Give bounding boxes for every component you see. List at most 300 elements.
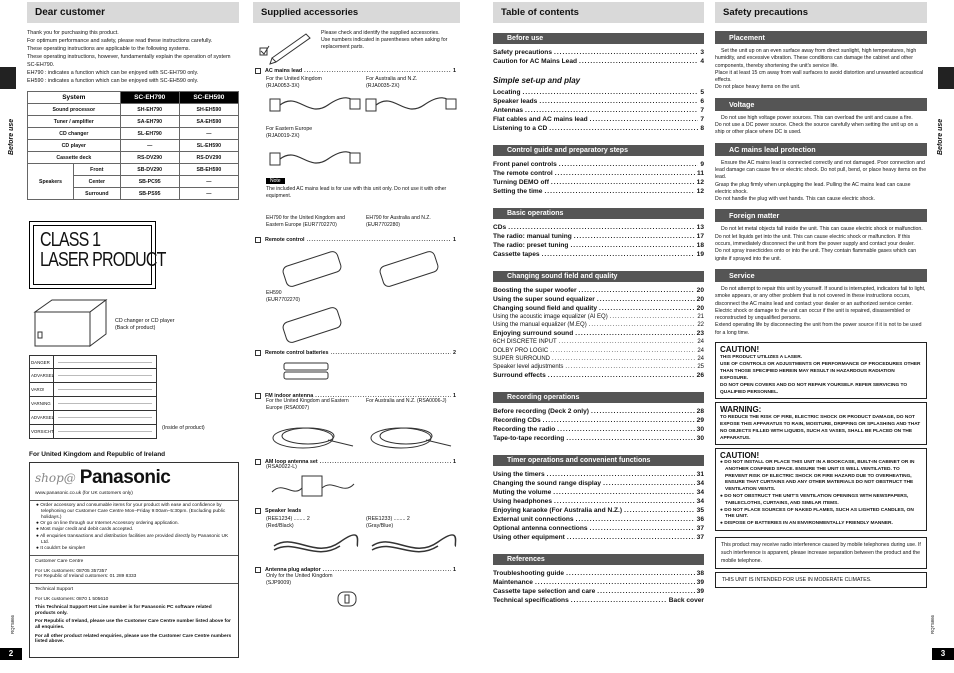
- toc-entry-page: 12: [696, 188, 704, 195]
- toc-entry[interactable]: [493, 363, 704, 371]
- remote-790-uk: EH790 for the United Kingdom and Eastern Europe (EUR7702270): [266, 215, 346, 228]
- toc-entry-title: Listening to a CD: [493, 125, 548, 132]
- toc-entry-page: 13: [696, 224, 704, 231]
- caution-box-1: [715, 342, 927, 399]
- toc-entry[interactable]: [493, 321, 704, 329]
- accessory-item: [255, 236, 456, 245]
- toc-entry-title: Enjoying karaoke (For Australia and N.Z.): [493, 507, 623, 515]
- toc-entry-title: Speaker level adjustments: [493, 364, 564, 371]
- toc-entry-title: Using the timers: [493, 471, 545, 479]
- safety-heading: Safety precautions: [715, 2, 927, 23]
- warning-label-row: [29, 383, 157, 397]
- intro-line: These operating instructions, however, fundamentally explain the operation of system SC-EH790.: [27, 54, 231, 68]
- toc-entry-page: 28: [696, 408, 704, 416]
- toc-entry-title: 6CH DISCRETE INPUT: [493, 339, 557, 346]
- cd-caption: CD changer or CD player (Back of product): [115, 318, 175, 331]
- fm-au: For Australia and N.Z. (RSA0006-J): [366, 398, 447, 404]
- toc-entry[interactable]: [493, 304, 704, 313]
- toc-entry[interactable]: [493, 515, 704, 524]
- toc-italic-title: Simple set-up and play: [493, 76, 581, 85]
- fm-uk: For the United Kingdom and Eastern Europe (RSA0007): [266, 398, 349, 411]
- safety-section-title: Foreign matter: [715, 209, 927, 222]
- table-cell: SL-EH790: [120, 128, 179, 140]
- toc-entry-page: 7: [700, 107, 704, 114]
- toc-entry[interactable]: [493, 295, 704, 304]
- toc-entry-page: 30: [696, 426, 704, 434]
- accessory-qty: 1: [453, 567, 456, 573]
- safety-section-text: Do not attempt to repair this unit by yourself. If sound is interrupted, indicators fail to light, smoke appears, or any other problem that is not covered in these instructions occurs, disconnect the AC mains lead and contact your dealer or an authorized service center. Electric shock or damage to the unit can occur if the unit is repaired, disassembled or reconstructed by unqualified persons. Extend operating life by disconnecting the unit from the power source if it is not to be used for a long time.: [715, 285, 926, 336]
- toc-column: [493, 2, 704, 670]
- toc-entry[interactable]: [493, 569, 704, 578]
- toc-entry-page: 23: [696, 330, 704, 338]
- toc-entry-title: Changing sound field and quality: [493, 305, 598, 312]
- toc-entry[interactable]: [493, 160, 704, 169]
- toc-entry-page: 21: [697, 314, 704, 320]
- toc-entry-title: Changing the sound range display: [493, 480, 602, 488]
- accessories-note: Please check and identify the supplied accessories. Use numbers indicated in parentheses when asking for replacement parts.: [321, 30, 448, 50]
- toc-entry[interactable]: [493, 97, 704, 106]
- dot-leader: [603, 479, 695, 488]
- table-cell: SB-PC95: [120, 176, 179, 188]
- uk-bullets: [30, 502, 238, 554]
- pen-check-icon: [258, 30, 314, 66]
- dot-leader: [544, 187, 694, 196]
- toc-entry-page: 20: [696, 305, 704, 312]
- dot-leader: [553, 488, 694, 497]
- caution2-items: [720, 460, 922, 528]
- toc-entry-title: Using the acoustic image equalizer (AI EQ): [493, 314, 608, 320]
- table-row: [28, 116, 239, 128]
- table-cell: SB-EH590: [179, 164, 238, 176]
- toc-entry-page: 34: [696, 480, 704, 488]
- toc-entry[interactable]: [493, 524, 704, 533]
- dot-leader: [590, 115, 699, 124]
- dot-leader: [599, 304, 695, 313]
- accessory-qty: 1: [453, 68, 456, 74]
- dot-leader: [591, 407, 695, 416]
- uk-bullet: ● Order accessory and consumable items for your product with ease and confidence by telephoning our Customer Care Centre Mon–Friday 9:00am–5:30pm. (Excluding public holidays.): [36, 502, 226, 520]
- table-cell: —: [179, 188, 238, 200]
- class1-laser-label: [29, 221, 166, 289]
- dot-leader: [579, 57, 698, 66]
- warning-text-lines: [58, 414, 152, 421]
- toc-entry-title: Using the manual equalizer (M.EQ): [493, 322, 587, 329]
- warning-text-lines: [58, 428, 152, 435]
- ac-lead-uk: For the United Kingdom (RJA0053-3X): [266, 76, 322, 89]
- dot-leader: [331, 349, 451, 358]
- fm-antenna-icon-1: [268, 422, 358, 452]
- toc-entry-title: Technical specifications: [493, 597, 569, 605]
- dot-leader: [542, 250, 695, 259]
- toc-entry-title: Surround effects: [493, 372, 546, 380]
- toc-entry[interactable]: [493, 587, 704, 596]
- toc-entry[interactable]: [493, 329, 704, 338]
- toc-entry-page: 4: [700, 58, 704, 65]
- accessory-checkbox[interactable]: [255, 237, 261, 243]
- table-header-row: [28, 92, 239, 104]
- toc-entry-page: 30: [696, 435, 704, 443]
- toc-entry-title: Safety precautions: [493, 49, 552, 56]
- caution2-title: CAUTION!: [720, 451, 760, 461]
- remote-590: EH590 (EUR7702270): [266, 290, 300, 303]
- batteries-icon: [282, 360, 342, 382]
- toc-entry[interactable]: [493, 497, 704, 506]
- uk-box: [29, 462, 239, 658]
- cd-changer-drawing: [30, 296, 110, 350]
- toc-entry[interactable]: [493, 57, 704, 66]
- plug-note: Only for the United Kingdom (SJP9009): [266, 573, 333, 586]
- dot-leader: [554, 48, 698, 57]
- toc-entry-page: 25: [697, 364, 704, 371]
- warning-text-lines: [58, 372, 152, 379]
- safety-section-title: Voltage: [715, 98, 927, 111]
- dot-leader: [597, 295, 695, 304]
- accessory-name: Speaker leads: [265, 508, 302, 514]
- accessories-heading: Supplied accessories: [253, 2, 460, 23]
- toc-entry[interactable]: [493, 241, 704, 250]
- safety-section-text: Do not let metal objects fall inside the unit. This can cause electric shock or malfunction. Do not let liquids get into the unit. This can cause electric shock or malfunction. If this occurs, immediately disconnect the unit from the power supply and contact your dealer. Do not spray insecticides onto or into the unit. They contain flammable gases which can ignite if sprayed into the unit.: [715, 226, 923, 262]
- toc-entry-title: Recording CDs: [493, 417, 541, 425]
- table-row: [28, 152, 239, 164]
- accessory-name: AM loop antenna set: [265, 459, 318, 465]
- toc-list: [493, 33, 704, 611]
- dot-leader: [557, 425, 694, 434]
- warning-label-row: [29, 355, 157, 369]
- vertical-label-right: Before use: [937, 118, 944, 155]
- toc-entry-title: The radio: preset tuning: [493, 242, 569, 249]
- accessory-checkbox[interactable]: [255, 393, 261, 399]
- accessory-checkbox[interactable]: [255, 567, 261, 573]
- ac-lead-eu: For Eastern Europe (RJA0019-2X): [266, 126, 313, 139]
- warning-box: [715, 402, 927, 445]
- table-cell: Surround: [74, 188, 121, 200]
- dot-leader: [543, 416, 695, 425]
- toc-entry[interactable]: [493, 338, 704, 346]
- dot-leader: [597, 587, 694, 596]
- table-cell: Sound processor: [28, 104, 121, 116]
- table-header: System: [28, 92, 121, 104]
- caution2-item: ● DO NOT OBSTRUCT THE UNIT'S VENTILATION OPENINGS WITH NEWSPAPERS, TABLECLOTHS, CURTAINS, AND SIMILAR ITEMS.: [720, 494, 909, 506]
- toc-section-title: Recording operations: [493, 392, 704, 403]
- accessory-checkbox[interactable]: [255, 459, 261, 465]
- safety-sections: [715, 31, 927, 337]
- dot-leader: [574, 232, 695, 241]
- accessory-qty: 1: [453, 393, 456, 399]
- plug-adaptor-icon: [336, 590, 360, 608]
- toc-entry[interactable]: [493, 434, 704, 443]
- dot-leader: [535, 578, 695, 587]
- toc-entry[interactable]: [493, 106, 704, 115]
- toc-entry[interactable]: [493, 596, 704, 605]
- safety-section-title: Service: [715, 269, 927, 282]
- warning-label-row: [29, 411, 157, 425]
- vertical-label-left: Before use: [8, 118, 15, 155]
- toc-entry-page: 8: [700, 125, 704, 132]
- toc-entry-title: Using the super sound equalizer: [493, 296, 595, 303]
- toc-heading: Table of contents: [493, 2, 704, 23]
- accessory-checkbox[interactable]: [255, 350, 261, 356]
- intro-line: EH590 : indicates a function which can be enjoyed with SC-EH590 only.: [27, 78, 199, 84]
- accessory-checkbox[interactable]: [255, 508, 261, 514]
- toc-entry[interactable]: [493, 115, 704, 124]
- table-cell: —: [120, 140, 179, 152]
- toc-entry-title: Maintenance: [493, 579, 533, 587]
- table-cell: SB-DV290: [120, 164, 179, 176]
- dot-leader: [570, 241, 694, 250]
- safety-section-title: AC mains lead protection: [715, 143, 927, 156]
- caution1-title: CAUTION!: [720, 345, 760, 355]
- toc-entry-title: Flat cables and AC mains lead: [493, 116, 588, 123]
- table-cell: CD changer: [28, 128, 121, 140]
- table-cell: RS-DV290: [179, 152, 238, 164]
- toc-entry[interactable]: [493, 223, 704, 232]
- accessory-checkbox[interactable]: [255, 68, 261, 74]
- table-cell: SA-EH790: [120, 116, 179, 128]
- dot-leader: [566, 569, 695, 578]
- accessory-name: Remote control: [265, 237, 305, 243]
- toc-entry-title: DOLBY PRO LOGIC: [493, 347, 549, 354]
- warning-label: VARNING: [30, 397, 54, 410]
- toc-entry[interactable]: [493, 407, 704, 416]
- speaker-lead-2: (REE1233) ........ 2 (Gray/Blue): [366, 516, 410, 529]
- speakers-label: Speakers: [28, 164, 74, 200]
- table-cell: Center: [74, 176, 121, 188]
- toc-entry-title: Recording the radio: [493, 426, 556, 434]
- table-cell: Tuner / amplifier: [28, 116, 121, 128]
- table-cell: SH-EH790: [120, 104, 179, 116]
- dot-leader: [579, 286, 695, 295]
- toc-entry[interactable]: [493, 425, 704, 434]
- toc-entry[interactable]: [493, 488, 704, 497]
- toc-entry-page: 5: [700, 89, 704, 96]
- toc-entry[interactable]: [493, 371, 704, 380]
- toc-entry-title: Setting the time: [493, 188, 543, 195]
- dot-leader: [571, 596, 667, 605]
- table-cell: CD player: [28, 140, 121, 152]
- caution2-item: ● DO NOT INSTALL OR PLACE THIS UNIT IN A BOOKCASE, BUILT-IN CABINET OR IN ANOTHER CONFINED SPACE. ENSURE THE UNIT IS WELL VENTILATED. TO PREVENT RISK OF ELECTRIC SHOCK OR FIRE HAZARD DUE TO OVERHEATING, ENSURE THAT CURTAINS AND ANY OTHER MATERIALS DO NOT OBSTRUCT THE VENTILATION VENTS.: [720, 460, 915, 493]
- ts-note2: For Republic of Ireland, please use the Customer Care Centre number listed above for all enquiries.: [35, 619, 231, 630]
- caution2-item: ● DISPOSE OF BATTERIES IN AN ENVIRONMENTALLY FRIENDLY MANNER.: [720, 521, 893, 527]
- dot-leader: [624, 506, 695, 515]
- toc-entry[interactable]: [493, 416, 704, 425]
- doc-code-left: RQT5866: [10, 615, 15, 635]
- accessory-item: [255, 67, 456, 76]
- customer-care-title: Customer Care Centre: [35, 559, 84, 565]
- uk-heading: For United Kingdom and Republic of Ireland: [29, 451, 166, 458]
- dot-leader: [525, 106, 698, 115]
- warning-label-row: [29, 425, 157, 439]
- toc-entry-page: 34: [696, 498, 704, 506]
- cc-uk: For UK customers: 08705 357357: [35, 568, 107, 574]
- toc-entry-title: Using headphones: [493, 498, 552, 506]
- speaker-leads-icon-1: [270, 532, 360, 558]
- toc-entry-title: Cassette tapes: [493, 251, 540, 258]
- toc-entry[interactable]: [493, 313, 704, 321]
- toc-entry-page: 7: [700, 116, 704, 123]
- toc-entry-page: Back cover: [668, 597, 704, 605]
- dot-leader: [575, 329, 694, 338]
- table-header: SC-EH790: [120, 92, 179, 104]
- warning-label: VORSICHT: [30, 425, 54, 438]
- ac-lead-au-icon: [364, 91, 459, 119]
- toc-entry-title: Locating: [493, 89, 521, 96]
- intro-line: For optimum performance and safety, please read these instructions carefully.: [27, 38, 213, 44]
- toc-entry-title: Boosting the super woofer: [493, 287, 577, 294]
- toc-entry[interactable]: [493, 506, 704, 515]
- warning-text-lines: [58, 400, 152, 407]
- dot-leader: [554, 497, 695, 506]
- class1-text: CLASS 1 LASER PRODUCT: [40, 229, 166, 271]
- toc-entry[interactable]: [493, 250, 704, 259]
- toc-entry-title: The radio: manual tuning: [493, 233, 572, 240]
- warning-text: TO REDUCE THE RISK OF FIRE, ELECTRIC SHOCK OR PRODUCT DAMAGE, DO NOT EXPOSE THIS APPARATUS TO RAIN, MOISTURE, DRIPPING OR SPLASHING AND THAT NO OBJECTS FILLED WITH LIQUIDS, SUCH AS VASES, SHALL BE PLACED ON THE APPARATUS.: [720, 415, 921, 442]
- table-cell: SB-PS95: [120, 188, 179, 200]
- toc-entry-page: 11: [697, 170, 704, 177]
- dot-leader: [565, 363, 695, 371]
- toc-entry[interactable]: [493, 578, 704, 587]
- toc-entry-page: 29: [696, 417, 704, 425]
- fm-antenna-icon-2: [366, 422, 456, 452]
- dot-leader: [323, 566, 451, 575]
- uk-bullet: ● It couldn't be simpler!: [36, 546, 86, 552]
- dot-leader: [549, 124, 698, 133]
- intro-line: EH790 : indicates a function which can be enjoyed with SC-EH790 only.: [27, 70, 199, 76]
- note-text: The included AC mains lead is for use with this unit only. Do not use it with other equipment.: [266, 186, 447, 199]
- toc-entry[interactable]: [493, 347, 704, 355]
- page-number-right: 3: [932, 648, 954, 660]
- accessory-item: [255, 507, 456, 516]
- am-code: (RSA0022-L): [266, 464, 297, 470]
- ts-uk: For UK customers: 0870 1 505610: [35, 596, 109, 602]
- toc-entry-page: 19: [696, 251, 704, 258]
- table-header: SC-EH590: [179, 92, 238, 104]
- system-table: [27, 91, 239, 200]
- toc-entry[interactable]: [493, 479, 704, 488]
- toc-entry[interactable]: [493, 187, 704, 196]
- accessory-qty: 1: [453, 459, 456, 465]
- dear-customer-heading: Dear customer: [27, 2, 239, 23]
- table-cell: RS-DV290: [120, 152, 179, 164]
- dot-leader: [548, 371, 695, 380]
- warning-label-row: [29, 369, 157, 383]
- panasonic-logo: Panasonic: [79, 467, 171, 488]
- uk-bullet: ● All enquiries transactions and distribution facilities are provided directly by Panasonic UK Ltd.: [36, 533, 229, 545]
- warning-title: WARNING:: [720, 405, 762, 415]
- climate-box: [715, 572, 927, 588]
- ts-note1: This Technical Support Hot Line number is for Panasonic PC software related products only.: [35, 605, 212, 616]
- toc-entry-title: Caution for AC Mains Lead: [493, 58, 578, 65]
- toc-entry-page: 18: [696, 242, 704, 249]
- shop-url[interactable]: www.panasonic.co.uk (for UK customers only): [35, 491, 133, 496]
- toc-entry[interactable]: [493, 533, 704, 542]
- toc-entry-title: Speaker leads: [493, 98, 538, 105]
- dot-leader: [307, 236, 451, 245]
- intro-line: These operating instructions are applicable to the following systems.: [27, 46, 191, 52]
- toc-section-title: References: [493, 554, 704, 565]
- uk-bullet: ● Or go on line through our Internet Accessory ordering application.: [36, 521, 179, 527]
- toc-entry-page: 22: [697, 322, 704, 329]
- toc-entry-title: Tape-to-tape recording: [493, 435, 565, 443]
- caution2-item: ● DO NOT PLACE SOURCES OF NAKED FLAMES, SUCH AS LIGHTED CANDLES, ON THE UNIT.: [720, 507, 914, 520]
- dot-leader: [567, 533, 695, 542]
- toc-entry[interactable]: [493, 178, 704, 187]
- toc-entry[interactable]: [493, 169, 704, 178]
- toc-section-title: Timer operations and convenient functions: [493, 455, 704, 466]
- speaker-leads-icon-2: [368, 532, 458, 558]
- dot-leader: [559, 160, 699, 169]
- toc-entry[interactable]: [493, 355, 704, 363]
- warning-label-row: [29, 397, 157, 411]
- accessory-name: Antenna plug adaptor: [265, 567, 321, 573]
- toc-entry[interactable]: [493, 124, 704, 133]
- warning-label: ADVARSEL: [30, 369, 54, 382]
- toc-entry-title: Muting the volume: [493, 489, 552, 497]
- toc-entry[interactable]: [493, 48, 704, 57]
- toc-entry-page: 36: [696, 516, 704, 524]
- toc-entry-title: The remote control: [493, 170, 553, 177]
- dot-leader: [547, 470, 695, 479]
- climate-text: THIS UNIT IS INTENDED FOR USE IN MODERATE CLIMATES.: [722, 576, 872, 583]
- toc-entry-page: 39: [696, 579, 704, 587]
- caution1-text: THIS PRODUCT UTILIZES A LASER. USE OF CONTROLS OR ADJUSTMENTS OR PERFORMANCE OF PROCEDURES OTHER THAN THOSE SPECIFIED HEREIN MAY RESULT IN HAZARDOUS RADIATION EXPOSURE. DO NOT OPEN COVERS AND DO NOT REPAIR YOURSELF. REFER SERVICING TO QUALIFIED PERSONNEL.: [720, 355, 921, 396]
- shop-logo: shop@: [35, 471, 76, 485]
- cc-ie: For Republic of Ireland customers: 01 289 8333: [35, 574, 137, 580]
- toc-entry-title: Optional antenna connections: [493, 525, 588, 533]
- toc-entry-page: 34: [696, 489, 704, 497]
- toc-entry-page: 38: [696, 570, 704, 578]
- safety-section-text: Do not use high voltage power sources. This can overload the unit and cause a fire. Do not use a DC power source. Check the source carefully when setting the unit up on a ship or other place where DC is used.: [715, 114, 918, 136]
- toc-entry-title: CDs: [493, 224, 507, 231]
- toc-entry[interactable]: [493, 88, 704, 97]
- ts-note3: For all other product related enquiries, please use the Customer Care Centre numbers listed above.: [35, 633, 232, 645]
- ac-lead-au: For Australia and N.Z. (RJA0035-2X): [366, 76, 418, 89]
- table-cell: SL-EH590: [179, 140, 238, 152]
- interference-box: [715, 537, 927, 569]
- toc-entry-page: 9: [700, 161, 704, 168]
- dot-leader: [590, 524, 695, 533]
- toc-entry[interactable]: [493, 470, 704, 479]
- dot-leader: [589, 321, 696, 329]
- warning-text-lines: [58, 386, 152, 393]
- dot-leader: [320, 458, 451, 467]
- dot-leader: [555, 169, 695, 178]
- intro-line: Thank you for purchasing this product.: [27, 30, 119, 36]
- dot-leader: [508, 223, 694, 232]
- caution-box-2: [715, 448, 927, 531]
- table-row: [28, 128, 239, 140]
- table-cell: —: [179, 128, 238, 140]
- toc-entry-title: SUPER SURROUND: [493, 355, 551, 362]
- toc-entry-title: External unit connections: [493, 516, 574, 524]
- toc-entry-title: Antennas: [493, 107, 524, 114]
- accessory-name: FM indoor antenna: [265, 393, 314, 399]
- dot-leader: [304, 67, 451, 76]
- table-cell: SA-EH590: [179, 116, 238, 128]
- toc-section-title: Before use: [493, 33, 704, 44]
- toc-entry-title: Front panel controls: [493, 161, 557, 168]
- toc-entry-page: 17: [696, 233, 704, 240]
- uk-bullet: ● Most major credit and debit cards accepted.: [36, 527, 134, 533]
- toc-entry-page: 6: [700, 98, 704, 105]
- toc-entry-page: 24: [697, 339, 704, 346]
- page-number-left: 2: [0, 648, 22, 660]
- speaker-lead-1: (REE1234) ........ 2 (Red/Black): [266, 516, 310, 529]
- toc-entry[interactable]: [493, 232, 704, 241]
- side-tab-left: [0, 67, 16, 89]
- toc-entry-page: 24: [697, 347, 704, 354]
- dot-leader: [539, 97, 698, 106]
- toc-entry[interactable]: [493, 286, 704, 295]
